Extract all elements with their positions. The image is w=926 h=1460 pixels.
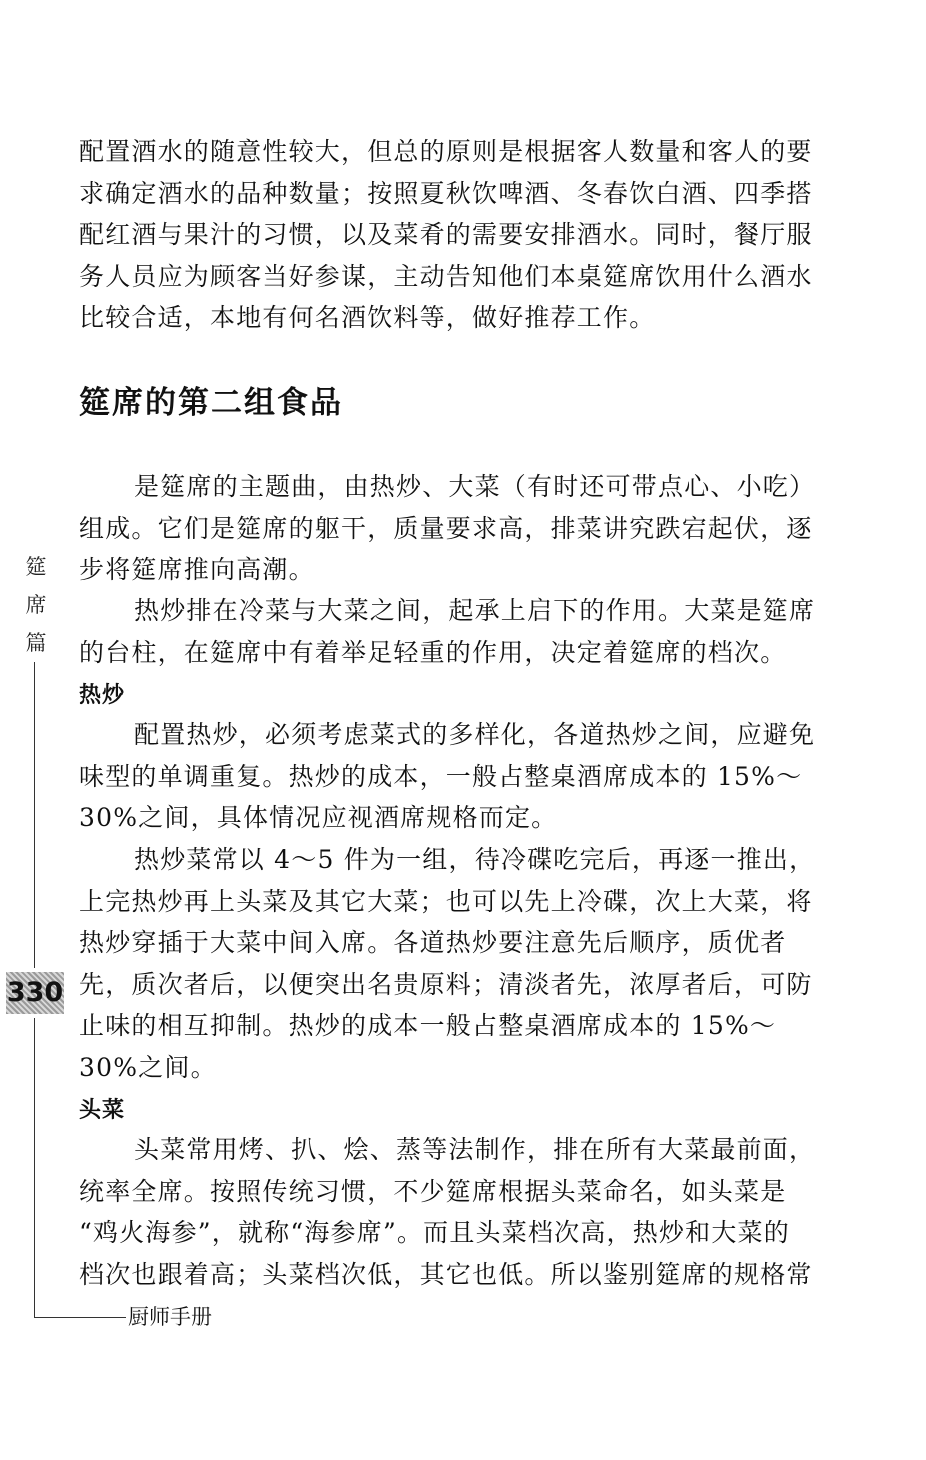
text-line: 务人员应为顾客当好参谋，主动告知他们本桌筵席饮用什么酒水 — [79, 261, 813, 291]
text-line: 求确定酒水的品种数量；按照夏秋饮啤酒、冬春饮白酒、四季搭 — [79, 178, 813, 208]
text-line: 热炒穿插于大菜中间入席。各道热炒要注意先后顺序，质优者 — [79, 928, 787, 957]
section-paragraph-2 — [79, 590, 869, 673]
text-line: “鸡火海参”，就称“海参席”。而且头菜档次高，热炒和大菜的 — [79, 1218, 790, 1247]
footer-rule — [34, 1317, 126, 1318]
text-line: 是筵席的主题曲，由热炒、大菜（有时还可带点心、小吃） — [134, 472, 816, 501]
text-line: 先，质次者后，以便突出名贵原料；清淡者先，浓厚者后，可防 — [79, 969, 813, 999]
side-label-char: 筵 — [25, 555, 47, 579]
margin-rule-upper — [34, 662, 35, 968]
subhead-hot-dishes: 热炒 — [79, 683, 126, 708]
head-paragraph-1 — [79, 1129, 869, 1295]
text-line: 30%之间。 — [79, 1052, 217, 1082]
text-line: 的台柱，在筵席中有着举足轻重的作用，决定着筵席的档次。 — [79, 637, 787, 667]
subhead-head-dish: 头菜 — [79, 1098, 126, 1123]
text-line: 配置热炒，必须考虑菜式的多样化，各道热炒之间，应避免 — [134, 720, 816, 749]
margin-rule-lower — [34, 1018, 35, 1318]
text-line: 比较合适，本地有何名酒饮料等，做好推荐工作。 — [79, 303, 656, 332]
text-line: 上完热炒再上头菜及其它大菜；也可以先上冷碟，次上大菜，将 — [79, 886, 813, 916]
hot-paragraph-2 — [79, 839, 869, 1088]
text-line: 头菜常用烤、扒、烩、蒸等法制作，排在所有大菜最前面， — [134, 1135, 816, 1164]
text-line: 热炒菜常以 4～5 件为一组，待冷碟吃完后，再逐一推出， — [134, 845, 816, 874]
text-line: 止味的相互抑制。热炒的成本一般占整桌酒席成本的 15%～ — [79, 1011, 777, 1040]
text-line: 30%之间，具体情况应视酒席规格而定。 — [79, 803, 558, 832]
text-line: 配置酒水的随意性较大，但总的原则是根据客人数量和客人的要 — [79, 137, 813, 166]
section-paragraph-1 — [79, 466, 869, 591]
side-label-char: 篇 — [25, 631, 47, 655]
intro-paragraph — [79, 131, 869, 339]
text-line: 组成。它们是筵席的躯干，质量要求高，排菜讲究跌宕起伏，逐 — [79, 513, 813, 543]
text-line: 档次也跟着高；头菜档次低，其它也低。所以鉴别筵席的规格常 — [79, 1259, 813, 1289]
section-title: 筵席的第二组食品 — [79, 385, 343, 421]
page-number: 330 — [6, 972, 64, 1014]
side-label-char: 席 — [25, 593, 47, 617]
text-line: 统率全席。按照传统习惯，不少筵席根据头菜命名，如头菜是 — [79, 1176, 787, 1206]
running-head-side-label — [22, 548, 50, 662]
hot-paragraph-1 — [79, 714, 869, 839]
text-line: 配红酒与果汁的习惯，以及菜肴的需要安排酒水。同时，餐厅服 — [79, 220, 813, 249]
text-line: 步将筵席推向高潮。 — [79, 555, 315, 584]
text-line: 味型的单调重复。热炒的成本，一般占整桌酒席成本的 15%～ — [79, 761, 803, 791]
text-line: 热炒排在冷菜与大菜之间，起承上启下的作用。大菜是筵席 — [134, 596, 816, 625]
footer-book-title: 厨师手册 — [128, 1305, 212, 1329]
